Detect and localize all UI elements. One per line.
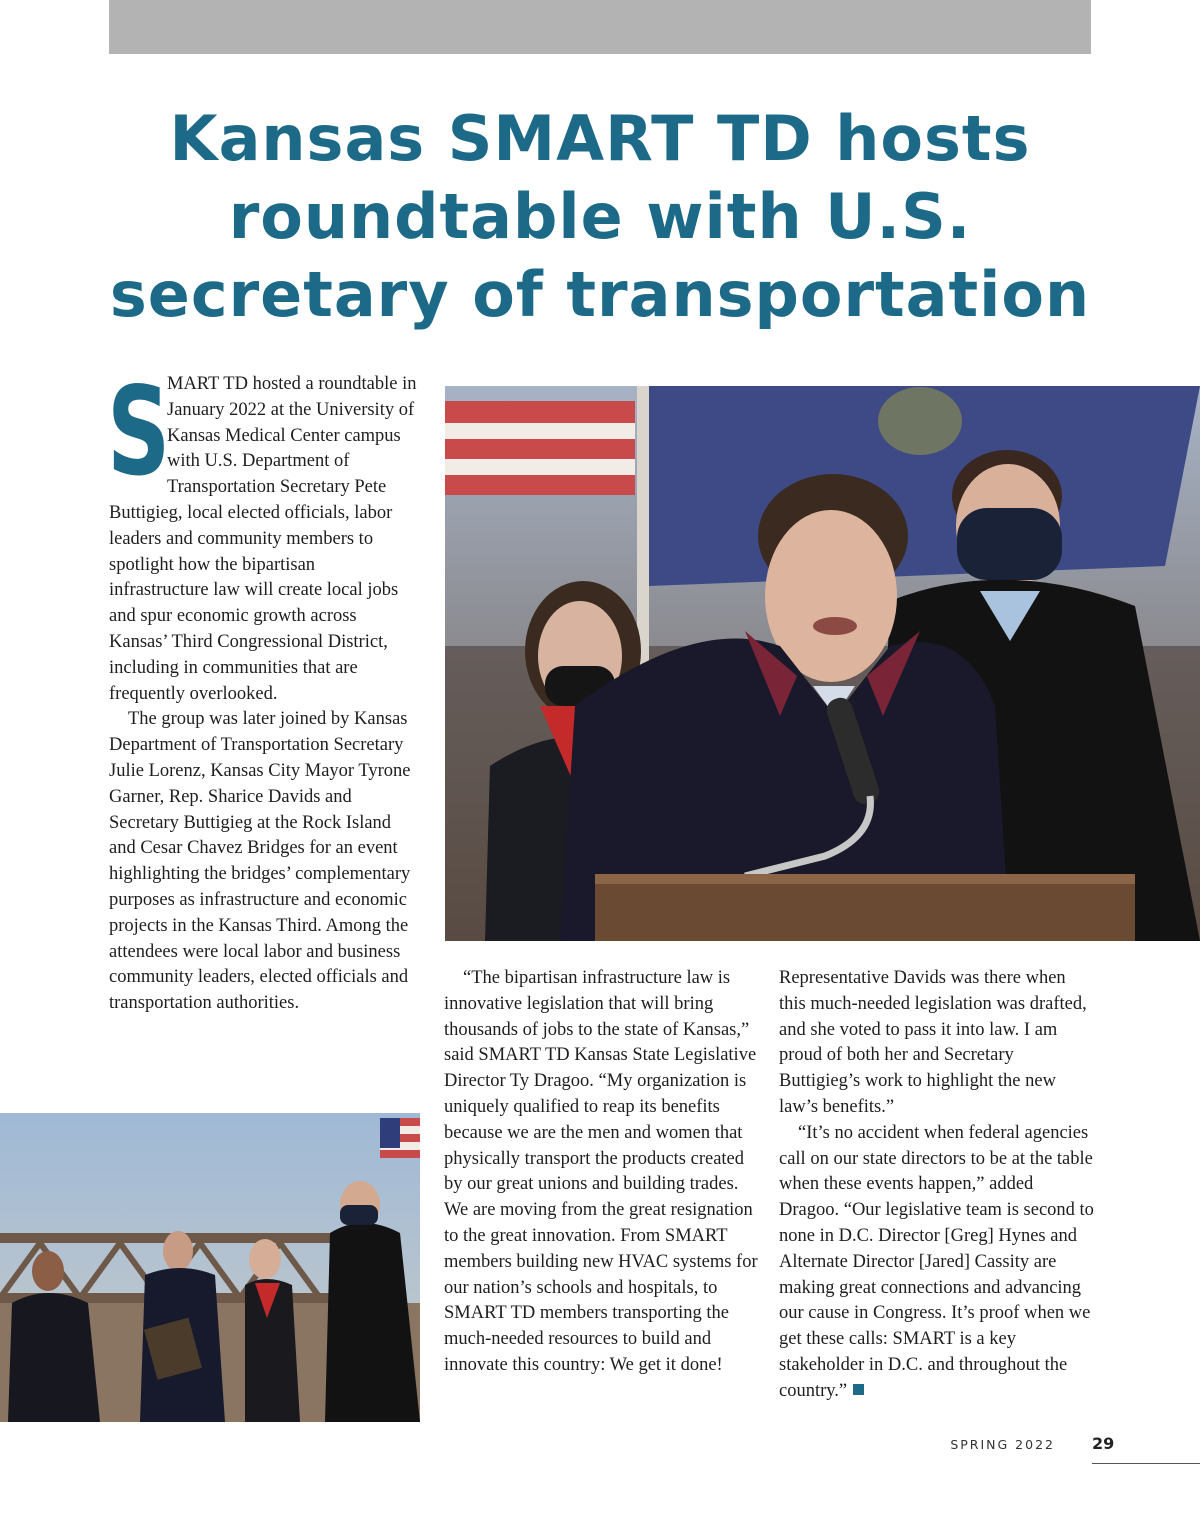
paragraph-5-text: “It’s no accident when federal agencies call on our state directors to be at the table when these events happen,” added Dragoo. “Our legislative team is second to none in D.C. Director [Greg] Hynes and Alternate Director [Jared] Cassity are making great connections and advancing our cause in Congress. It’s proof when we get these calls: SMART is a key stakeholder in D.C. and throughout the country.” xyxy=(779,1122,1094,1401)
article-paragraph-3: “The bipartisan infrastructure law is innovative legislation that will bring thousands of jobs to the state of Kansas,” said SMART TD Kansas State Legislative Director Ty Dragoo. “My organization is uniquely qualified to reap its benefits because we are the men and women that physically transport the products created by our great unions and building trades. We are moving from the great resignation to the great innovation. From SMART members building new HVAC systems for our nation’s schools and hospitals, to SMART TD members transporting the much-needed resources to build and innovate this country: We get it done! xyxy=(444,968,758,1375)
article-column-2 xyxy=(444,966,759,1379)
article-column-3 xyxy=(779,966,1094,1405)
top-bar xyxy=(109,0,1091,54)
article-paragraph-1 xyxy=(107,361,419,707)
article-column-1 xyxy=(107,361,419,1017)
article-paragraph-5 xyxy=(779,1121,1094,1405)
end-mark-icon xyxy=(853,1384,864,1395)
article-paragraph-4: Representative Davids was there when this much-needed legislation was drafted, and she voted to pass it into law. I am proud of both her and Secretary Buttigieg’s work to highlight the new law’s benefits.” xyxy=(779,968,1087,1117)
drop-cap: S xyxy=(107,361,171,503)
side-photo-illustration xyxy=(0,1113,420,1422)
main-photo-illustration xyxy=(445,386,1200,941)
headline-line-2: roundtable with U.S. xyxy=(228,180,972,253)
paragraph-1-text: MART TD hosted a roundtable in January 2022 at the University of Kansas Medical Center campus with U.S. Department of Transportation Secretary Pete Buttigieg, local elected officials, labor leaders and community members to spotlight how the bipartisan infrastructure law will create local jobs and spur economic growth across Kansas’ Third Congressional District, including in communities that are frequently overlooked. xyxy=(109,374,417,704)
side-photo-bridge-group xyxy=(0,1113,420,1422)
headline-line-3: secretary of transportation xyxy=(109,258,1091,331)
article-paragraph-2: The group was later joined by Kansas Department of Transportation Secretary Julie Lorenz, Kansas City Mayor Tyrone Garner, Rep. Sharice Davids and Secretary Buttigieg at the Rock Island and Cesar Chavez Bridges for an event highlighting the bridges’ complementary purposes as infrastructure and economic projects in the Kansas Third. Among the attendees were local labor and business community leaders, elected officials and transportation authorities. xyxy=(109,709,411,1014)
footer-rule xyxy=(1092,1463,1200,1464)
page-number: 29 xyxy=(1092,1434,1115,1453)
issue-label: SPRING 2022 xyxy=(950,1437,1055,1452)
headline xyxy=(40,100,1160,334)
main-photo-press-event xyxy=(445,386,1200,941)
headline-line-1: Kansas SMART TD hosts xyxy=(169,102,1031,175)
